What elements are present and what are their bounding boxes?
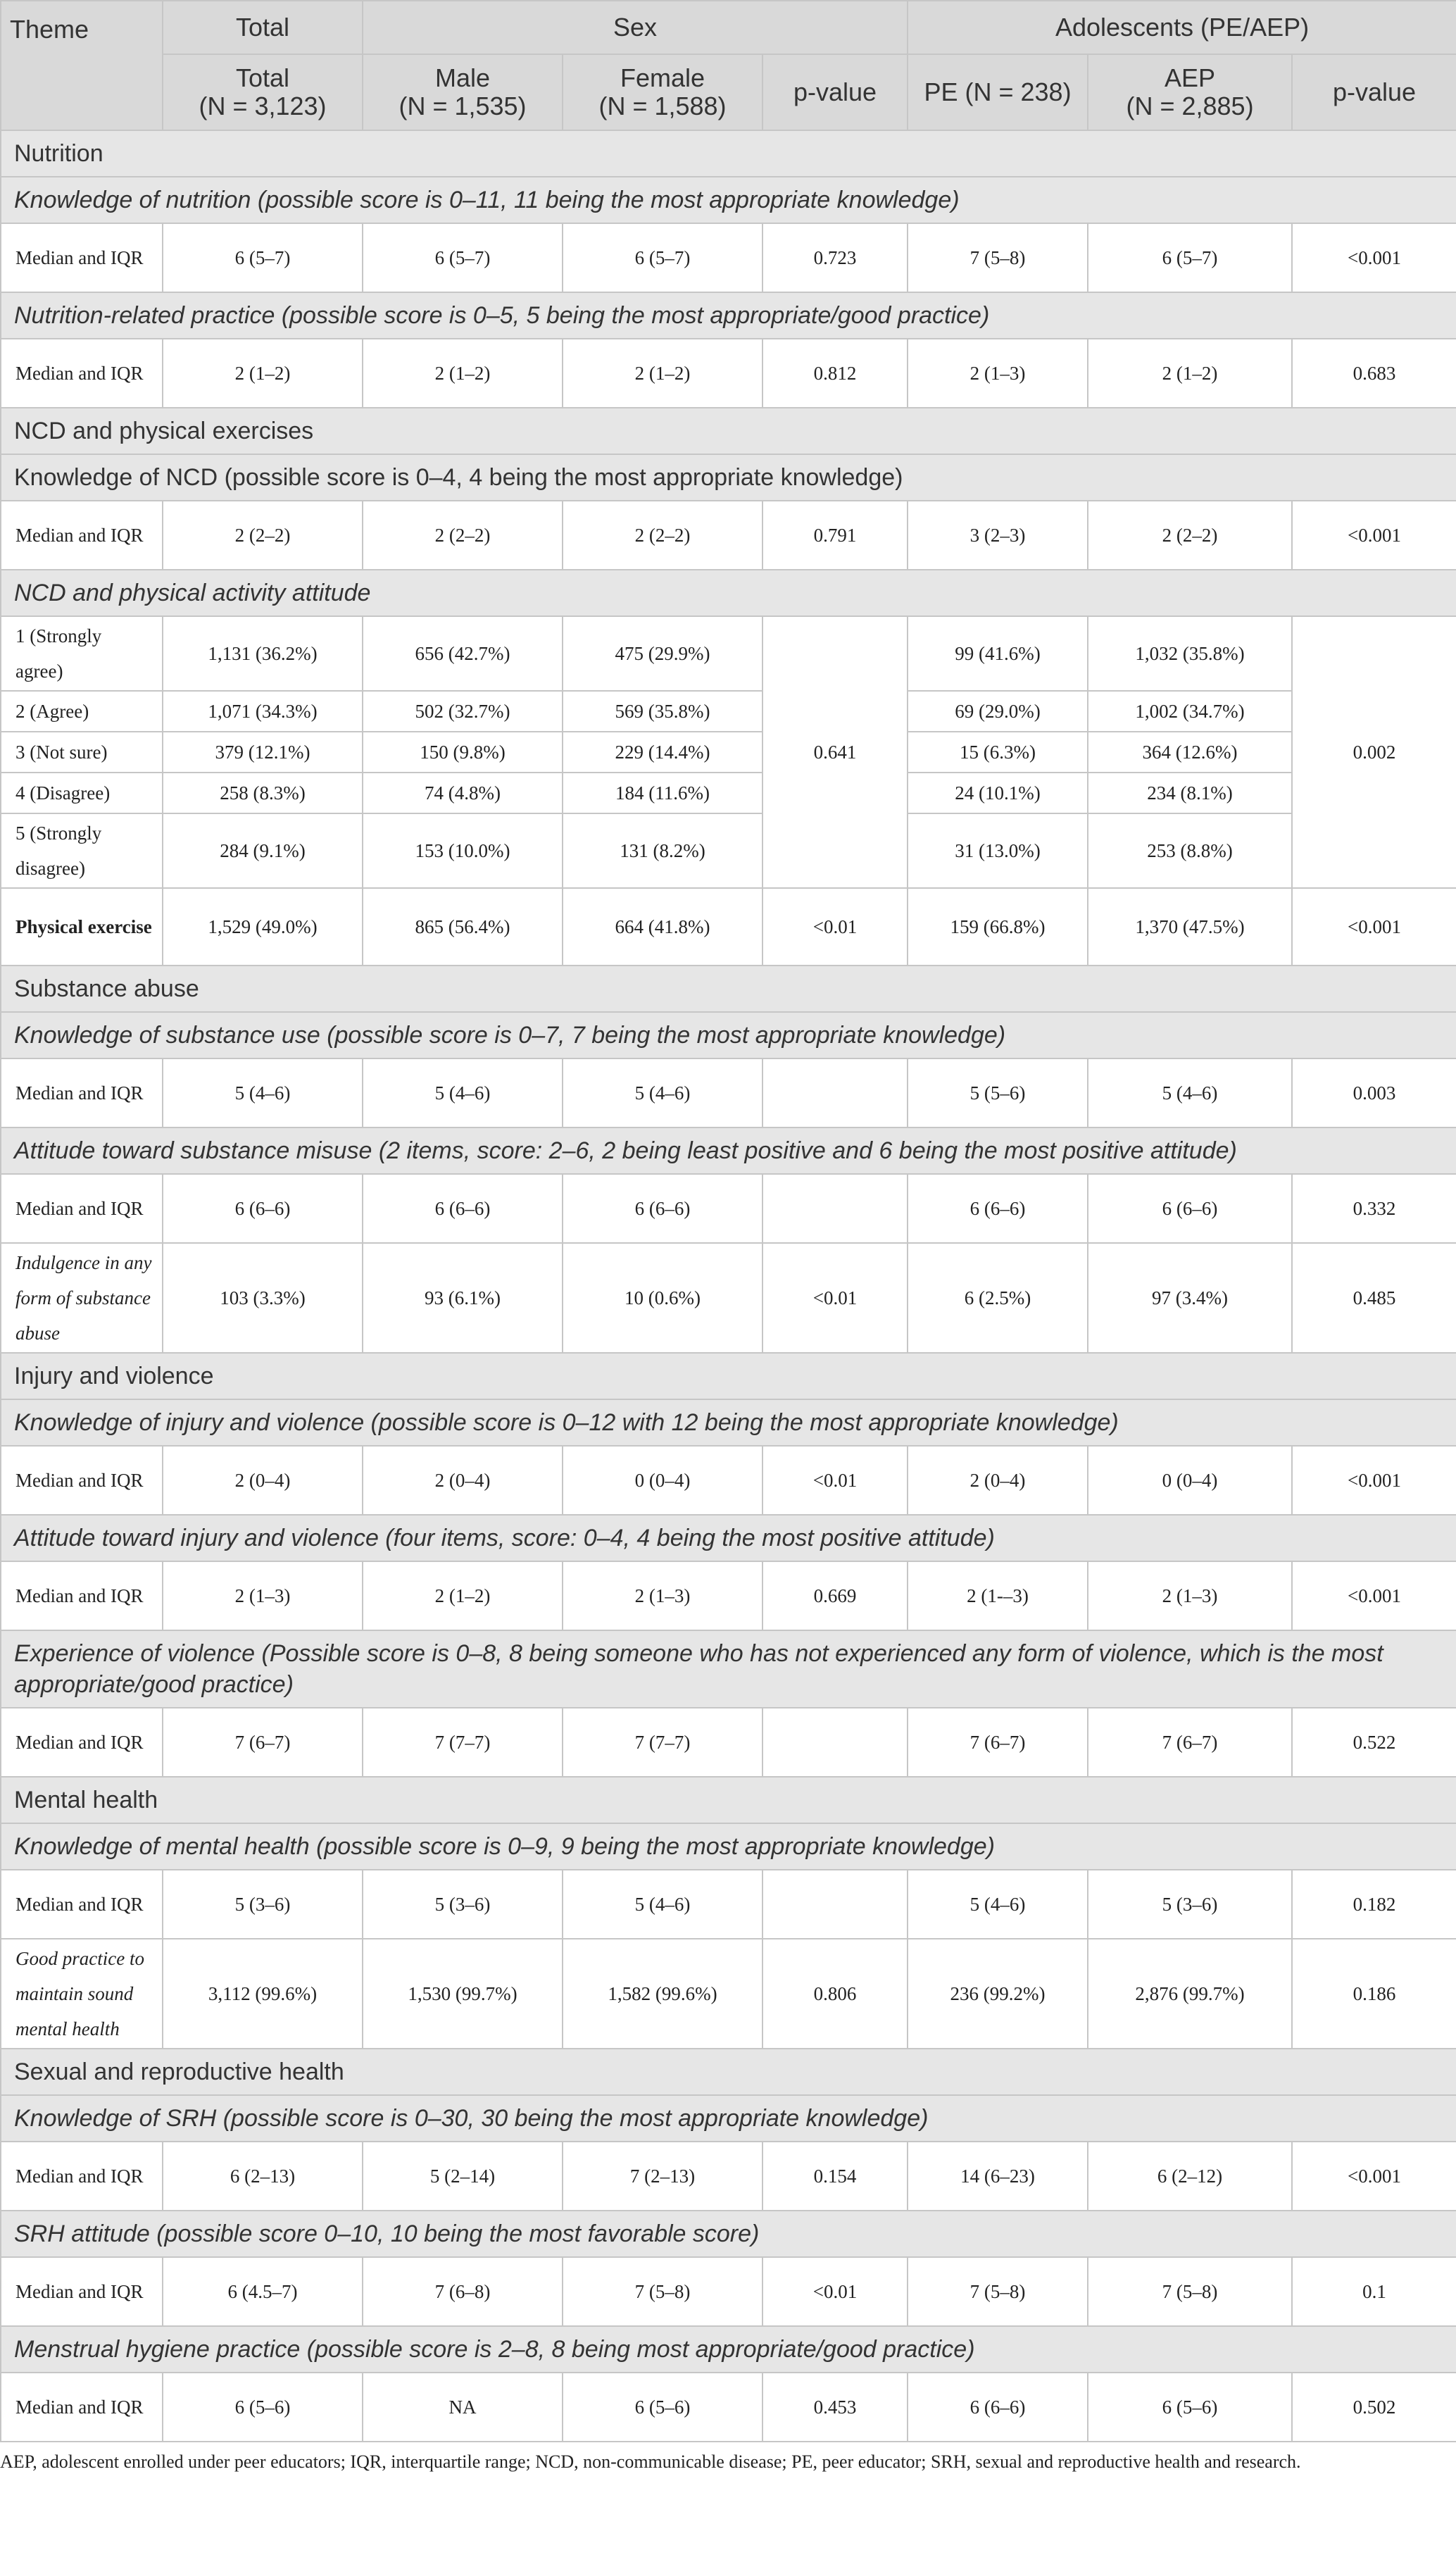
cell-pvalue-adolescents: 0.002 — [1292, 616, 1456, 888]
header-row-columns — [1, 54, 1456, 130]
cell-pvalue-adolescents: 0.332 — [1292, 1174, 1456, 1243]
row-label: 2 (Agree) — [1, 691, 163, 732]
cell-male: 74 (4.8%) — [363, 773, 563, 813]
cell-female: 7 (2–13) — [563, 2142, 762, 2211]
cell-pvalue-sex: <0.01 — [762, 1446, 908, 1515]
theme-row-srh — [1, 2049, 1456, 2095]
row-label: 1 (Strongly agree) — [1, 616, 163, 691]
cell-pe: 2 (0–4) — [908, 1446, 1088, 1515]
table-row — [1, 888, 1456, 966]
cell-total: 6 (5–7) — [163, 223, 363, 292]
table-row — [1, 1174, 1456, 1243]
cell-pe: 14 (6–23) — [908, 2142, 1088, 2211]
subheader-label: Menstrual hygiene practice (possible score is 2–8, 8 being most appropriate/good practice) — [1, 2326, 1456, 2373]
table-row — [1, 773, 1456, 813]
cell-total: 1,529 (49.0%) — [163, 888, 363, 966]
cell-pe: 7 (6–7) — [908, 1708, 1088, 1777]
table-row — [1, 813, 1456, 888]
row-label: Median and IQR — [1, 339, 163, 408]
header-male — [363, 54, 563, 130]
cell-pvalue-sex: <0.01 — [762, 2257, 908, 2326]
cell-pe: 7 (5–8) — [908, 223, 1088, 292]
cell-female: 664 (41.8%) — [563, 888, 762, 966]
subheader-ncd-attitude — [1, 570, 1456, 616]
table-row — [1, 1058, 1456, 1127]
cell-female: 7 (5–8) — [563, 2257, 762, 2326]
row-label: Median and IQR — [1, 1058, 163, 1127]
subheader-label: Knowledge of substance use (possible score is 0–7, 7 being the most appropriate knowledge) — [1, 1012, 1456, 1058]
cell-female: 131 (8.2%) — [563, 813, 762, 888]
cell-male: 7 (7–7) — [363, 1708, 563, 1777]
row-label: 3 (Not sure) — [1, 732, 163, 773]
cell-aep: 253 (8.8%) — [1088, 813, 1292, 888]
cell-pvalue-adolescents: <0.001 — [1292, 2142, 1456, 2211]
cell-male: 153 (10.0%) — [363, 813, 563, 888]
cell-pvalue-sex — [762, 1870, 908, 1939]
cell-female: 184 (11.6%) — [563, 773, 762, 813]
cell-pvalue-adolescents: 0.485 — [1292, 1243, 1456, 1353]
theme-label: Sexual and reproductive health — [1, 2049, 1456, 2095]
cell-male: 656 (42.7%) — [363, 616, 563, 691]
cell-pvalue-adolescents: 0.522 — [1292, 1708, 1456, 1777]
cell-pvalue-sex: 0.154 — [762, 2142, 908, 2211]
cell-pvalue-sex — [762, 1174, 908, 1243]
cell-total: 6 (2–13) — [163, 2142, 363, 2211]
cell-pe: 24 (10.1%) — [908, 773, 1088, 813]
theme-row-injury — [1, 1353, 1456, 1399]
table-footnote: AEP, adolescent enrolled under peer educators; IQR, interquartile range; NCD, non-communicable disease; PE, peer educator; SRH, sexual and reproductive health and research. — [0, 2451, 1301, 2472]
table-row — [1, 2142, 1456, 2211]
cell-total: 2 (0–4) — [163, 1446, 363, 1515]
subheader-label: Knowledge of injury and violence (possible score is 0–12 with 12 being the most appropriate knowledge) — [1, 1399, 1456, 1446]
cell-total: 1,131 (36.2%) — [163, 616, 363, 691]
theme-row-mental-health — [1, 1777, 1456, 1823]
cell-male: 150 (9.8%) — [363, 732, 563, 773]
theme-label: Nutrition — [1, 130, 1456, 177]
header-adolescents-group: Adolescents (PE/AEP) — [908, 1, 1456, 54]
header-female — [563, 54, 762, 130]
subheader-injury-experience — [1, 1630, 1456, 1708]
cell-pvalue-adolescents: 0.502 — [1292, 2373, 1456, 2442]
subheader-label: SRH attitude (possible score 0–10, 10 being the most favorable score) — [1, 2211, 1456, 2257]
header-aep — [1088, 54, 1292, 130]
cell-aep: 1,032 (35.8%) — [1088, 616, 1292, 691]
cell-pvalue-adolescents: 0.003 — [1292, 1058, 1456, 1127]
subheader-label: Knowledge of mental health (possible score is 0–9, 9 being the most appropriate knowledge) — [1, 1823, 1456, 1870]
table-row — [1, 1870, 1456, 1939]
cell-pe: 159 (66.8%) — [908, 888, 1088, 966]
cell-total: 284 (9.1%) — [163, 813, 363, 888]
theme-row-ncd — [1, 408, 1456, 454]
header-male-line2: (N = 1,535) — [398, 92, 527, 120]
subheader-label: Nutrition-related practice (possible score is 0–5, 5 being the most appropriate/good practice) — [1, 292, 1456, 339]
row-label: 4 (Disagree) — [1, 773, 163, 813]
header-total-line2: (N = 3,123) — [199, 92, 327, 120]
cell-pvalue-sex: 0.669 — [762, 1561, 908, 1630]
header-total-group: Total — [163, 1, 363, 54]
cell-aep: 7 (5–8) — [1088, 2257, 1292, 2326]
table-row — [1, 1561, 1456, 1630]
cell-male: 2 (1–2) — [363, 1561, 563, 1630]
cell-aep: 234 (8.1%) — [1088, 773, 1292, 813]
cell-pe: 6 (2.5%) — [908, 1243, 1088, 1353]
cell-total: 103 (3.3%) — [163, 1243, 363, 1353]
subheader-nutrition-practice — [1, 292, 1456, 339]
cell-aep: 6 (2–12) — [1088, 2142, 1292, 2211]
cell-pvalue-sex: <0.01 — [762, 1243, 908, 1353]
cell-pvalue-sex: 0.806 — [762, 1939, 908, 2049]
cell-pe: 5 (5–6) — [908, 1058, 1088, 1127]
cell-male: 1,530 (99.7%) — [363, 1939, 563, 2049]
cell-aep: 2 (1–2) — [1088, 339, 1292, 408]
header-total — [163, 54, 363, 130]
table-row — [1, 2257, 1456, 2326]
subheader-substance-attitude — [1, 1127, 1456, 1174]
cell-male: 6 (6–6) — [363, 1174, 563, 1243]
theme-label: Mental health — [1, 1777, 1456, 1823]
cell-pvalue-adolescents: <0.001 — [1292, 1561, 1456, 1630]
subheader-mental-knowledge — [1, 1823, 1456, 1870]
cell-total: 2 (1–3) — [163, 1561, 363, 1630]
table-row — [1, 1446, 1456, 1515]
subheader-label: Attitude toward injury and violence (four items, score: 0–4, 4 being the most positive attitude) — [1, 1515, 1456, 1561]
cell-female: 7 (7–7) — [563, 1708, 762, 1777]
cell-female: 1,582 (99.6%) — [563, 1939, 762, 2049]
subheader-label: Knowledge of nutrition (possible score is 0–11, 11 being the most appropriate knowledge) — [1, 177, 1456, 223]
row-label: Median and IQR — [1, 1446, 163, 1515]
cell-total: 6 (4.5–7) — [163, 2257, 363, 2326]
cell-aep: 2 (2–2) — [1088, 501, 1292, 570]
cell-total: 258 (8.3%) — [163, 773, 363, 813]
cell-total: 6 (6–6) — [163, 1174, 363, 1243]
cell-female: 2 (1–3) — [563, 1561, 762, 1630]
cell-pe: 2 (1-–3) — [908, 1561, 1088, 1630]
cell-aep: 97 (3.4%) — [1088, 1243, 1292, 1353]
cell-male: 5 (4–6) — [363, 1058, 563, 1127]
cell-male: 502 (32.7%) — [363, 691, 563, 732]
cell-female: 5 (4–6) — [563, 1870, 762, 1939]
cell-female: 0 (0–4) — [563, 1446, 762, 1515]
table-row — [1, 2373, 1456, 2442]
row-label: 5 (Strongly disagree) — [1, 813, 163, 888]
cell-pe: 5 (4–6) — [908, 1870, 1088, 1939]
cell-aep: 0 (0–4) — [1088, 1446, 1292, 1515]
subheader-injury-attitude — [1, 1515, 1456, 1561]
row-label: Median and IQR — [1, 223, 163, 292]
subheader-label: Experience of violence (Possible score is 0–8, 8 being someone who has not experienced any form of violence, which is the most appropriate/good practice) — [1, 1630, 1456, 1708]
theme-label: NCD and physical exercises — [1, 408, 1456, 454]
theme-label: Substance abuse — [1, 966, 1456, 1012]
cell-pe: 2 (1–3) — [908, 339, 1088, 408]
cell-aep: 6 (6–6) — [1088, 1174, 1292, 1243]
cell-pe: 31 (13.0%) — [908, 813, 1088, 888]
table-row — [1, 1939, 1456, 2049]
subheader-ncd-knowledge — [1, 454, 1456, 501]
cell-aep: 6 (5–6) — [1088, 2373, 1292, 2442]
row-label: Median and IQR — [1, 1870, 163, 1939]
cell-total: 2 (1–2) — [163, 339, 363, 408]
table-row — [1, 1243, 1456, 1353]
subheader-srh-knowledge — [1, 2095, 1456, 2142]
cell-aep: 1,370 (47.5%) — [1088, 888, 1292, 966]
row-label: Median and IQR — [1, 1561, 163, 1630]
cell-pe: 99 (41.6%) — [908, 616, 1088, 691]
cell-male: 93 (6.1%) — [363, 1243, 563, 1353]
cell-male: 2 (0–4) — [363, 1446, 563, 1515]
cell-pvalue-adolescents: <0.001 — [1292, 223, 1456, 292]
header-sex-group: Sex — [363, 1, 908, 54]
cell-female: 475 (29.9%) — [563, 616, 762, 691]
cell-pvalue-adolescents: 0.186 — [1292, 1939, 1456, 2049]
cell-total: 5 (3–6) — [163, 1870, 363, 1939]
cell-female: 2 (1–2) — [563, 339, 762, 408]
cell-pvalue-adolescents: 0.182 — [1292, 1870, 1456, 1939]
cell-total: 1,071 (34.3%) — [163, 691, 363, 732]
row-label: Median and IQR — [1, 1708, 163, 1777]
header-male-line1: Male — [434, 63, 491, 92]
table-row — [1, 339, 1456, 408]
cell-female: 6 (5–7) — [563, 223, 762, 292]
table-row — [1, 501, 1456, 570]
header-aep-line1: AEP — [1164, 63, 1216, 92]
cell-aep: 5 (4–6) — [1088, 1058, 1292, 1127]
row-label: Good practice to maintain sound mental health — [1, 1939, 163, 2049]
theme-row-nutrition — [1, 130, 1456, 177]
subheader-injury-knowledge — [1, 1399, 1456, 1446]
cell-total: 6 (5–6) — [163, 2373, 363, 2442]
table-row — [1, 732, 1456, 773]
cell-pvalue-sex: 0.812 — [762, 339, 908, 408]
subheader-label: Knowledge of NCD (possible score is 0–4, 4 being the most appropriate knowledge) — [1, 454, 1456, 501]
row-label: Median and IQR — [1, 1174, 163, 1243]
cell-aep: 5 (3–6) — [1088, 1870, 1292, 1939]
cell-male: 5 (3–6) — [363, 1870, 563, 1939]
cell-pe: 7 (5–8) — [908, 2257, 1088, 2326]
row-label: Median and IQR — [1, 501, 163, 570]
cell-pe: 15 (6.3%) — [908, 732, 1088, 773]
cell-pvalue-sex — [762, 1708, 908, 1777]
cell-total: 3,112 (99.6%) — [163, 1939, 363, 2049]
subheader-substance-knowledge — [1, 1012, 1456, 1058]
subheader-srh-attitude — [1, 2211, 1456, 2257]
cell-pvalue-sex: 0.641 — [762, 616, 908, 888]
theme-label: Injury and violence — [1, 1353, 1456, 1399]
cell-pvalue-adolescents: <0.001 — [1292, 501, 1456, 570]
cell-total: 7 (6–7) — [163, 1708, 363, 1777]
cell-pe: 6 (6–6) — [908, 2373, 1088, 2442]
subheader-label: Knowledge of SRH (possible score is 0–30, 30 being the most appropriate knowledge) — [1, 2095, 1456, 2142]
cell-aep: 7 (6–7) — [1088, 1708, 1292, 1777]
cell-aep: 1,002 (34.7%) — [1088, 691, 1292, 732]
cell-female: 2 (2–2) — [563, 501, 762, 570]
subheader-menstrual-hygiene — [1, 2326, 1456, 2373]
table-row — [1, 223, 1456, 292]
cell-pvalue-sex: <0.01 — [762, 888, 908, 966]
cell-pvalue-sex: 0.791 — [762, 501, 908, 570]
row-label: Physical exercise — [1, 888, 163, 966]
header-row-groups — [1, 1, 1456, 54]
cell-female: 229 (14.4%) — [563, 732, 762, 773]
cell-pe: 69 (29.0%) — [908, 691, 1088, 732]
cell-male: 5 (2–14) — [363, 2142, 563, 2211]
cell-pvalue-adolescents: 0.1 — [1292, 2257, 1456, 2326]
header-female-line1: Female — [620, 63, 705, 92]
row-label: Median and IQR — [1, 2257, 163, 2326]
cell-pvalue-adolescents: 0.683 — [1292, 339, 1456, 408]
subheader-label: Attitude toward substance misuse (2 items, score: 2–6, 2 being least positive and 6 being the most positive attitude) — [1, 1127, 1456, 1174]
cell-male: 2 (1–2) — [363, 339, 563, 408]
cell-pvalue-sex: 0.723 — [762, 223, 908, 292]
cell-male: 865 (56.4%) — [363, 888, 563, 966]
header-total-line1: Total — [235, 63, 290, 92]
header-aep-line2: (N = 2,885) — [1126, 92, 1254, 120]
cell-female: 6 (5–6) — [563, 2373, 762, 2442]
cell-total: 379 (12.1%) — [163, 732, 363, 773]
cell-aep: 2 (1–3) — [1088, 1561, 1292, 1630]
cell-pe: 6 (6–6) — [908, 1174, 1088, 1243]
row-label: Median and IQR — [1, 2142, 163, 2211]
table-row — [1, 691, 1456, 732]
cell-female: 569 (35.8%) — [563, 691, 762, 732]
cell-male: NA — [363, 2373, 563, 2442]
cell-total: 5 (4–6) — [163, 1058, 363, 1127]
header-theme: Theme — [1, 1, 163, 130]
header-pvalue-sex: p-value — [762, 54, 908, 130]
subheader-label: NCD and physical activity attitude — [1, 570, 1456, 616]
cell-aep: 2,876 (99.7%) — [1088, 1939, 1292, 2049]
cell-female: 6 (6–6) — [563, 1174, 762, 1243]
cell-female: 10 (0.6%) — [563, 1243, 762, 1353]
cell-pe: 236 (99.2%) — [908, 1939, 1088, 2049]
header-pvalue-adolescents: p-value — [1292, 54, 1456, 130]
cell-male: 2 (2–2) — [363, 501, 563, 570]
cell-male: 6 (5–7) — [363, 223, 563, 292]
cell-pvalue-sex — [762, 1058, 908, 1127]
header-pe: PE (N = 238) — [908, 54, 1088, 130]
row-label: Median and IQR — [1, 2373, 163, 2442]
cell-pe: 3 (2–3) — [908, 501, 1088, 570]
subheader-nutrition-knowledge — [1, 177, 1456, 223]
table-row — [1, 1708, 1456, 1777]
cell-pvalue-adolescents: <0.001 — [1292, 888, 1456, 966]
theme-row-substance — [1, 966, 1456, 1012]
cell-aep: 6 (5–7) — [1088, 223, 1292, 292]
cell-total: 2 (2–2) — [163, 501, 363, 570]
cell-female: 5 (4–6) — [563, 1058, 762, 1127]
cell-pvalue-adolescents: <0.001 — [1292, 1446, 1456, 1515]
cell-pvalue-sex: 0.453 — [762, 2373, 908, 2442]
row-label: Indulgence in any form of substance abuse — [1, 1243, 163, 1353]
cell-male: 7 (6–8) — [363, 2257, 563, 2326]
table-row — [1, 616, 1456, 691]
header-female-line2: (N = 1,588) — [598, 92, 727, 120]
cell-aep: 364 (12.6%) — [1088, 732, 1292, 773]
